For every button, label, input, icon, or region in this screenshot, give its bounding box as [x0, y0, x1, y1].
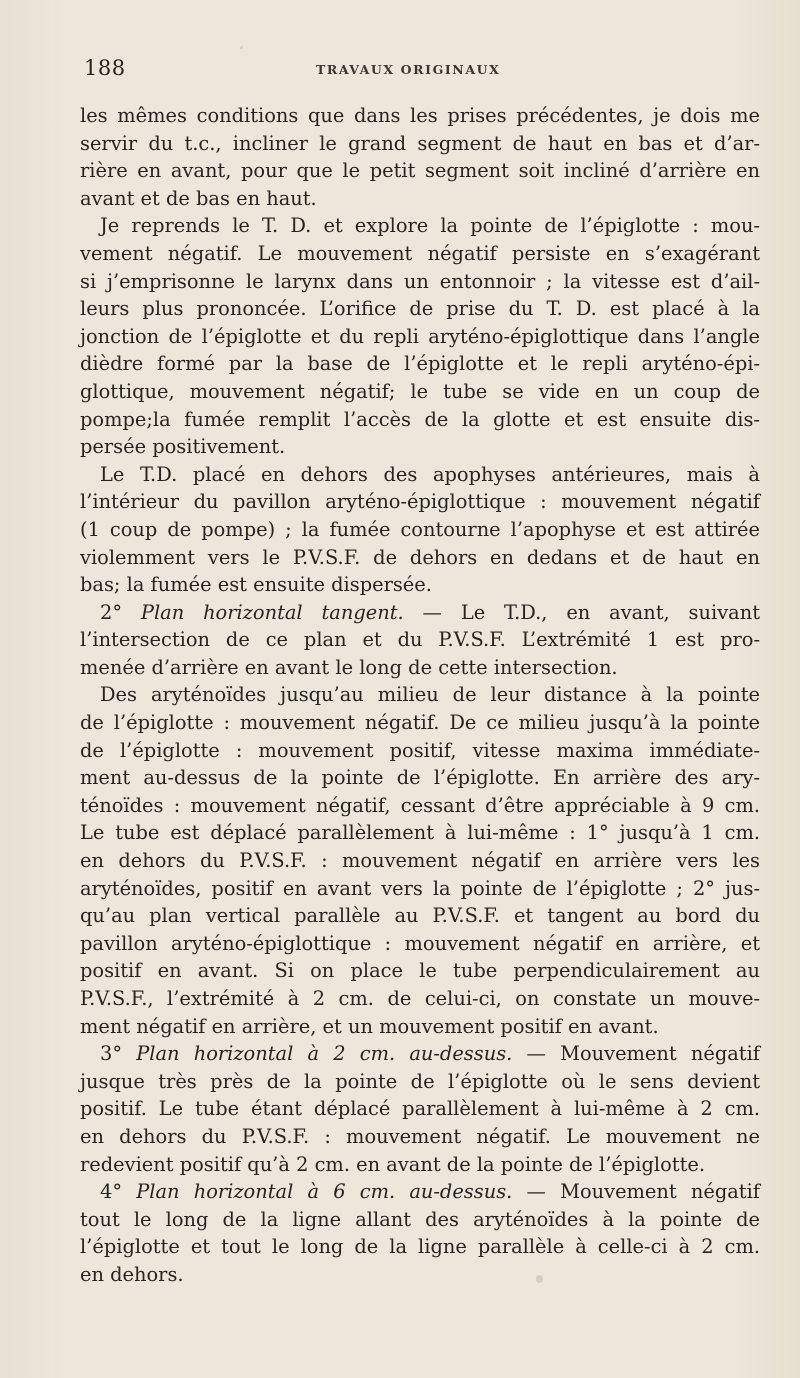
line-text: — Mouvement négatif [512, 1180, 760, 1204]
text-line: rière en avant, pour que le petit segment soit incliné d’arrière en [80, 159, 760, 183]
line-text: — Le T.D., en avant, suivant [403, 600, 760, 624]
text-line: en dehors du P.V.S.F. : mouvement négatif. Le mouvement ne [80, 1124, 760, 1148]
text-line: dièdre formé par la base de l’épiglotte et le repli aryténo-épi- [80, 352, 760, 376]
text-line: l’intersection de ce plan et du P.V.S.F. L’extrémité 1 est pro- [80, 628, 760, 652]
text-line [80, 1178, 760, 1206]
text-line [80, 1040, 760, 1068]
text-line: ment négatif en arrière, et un mouvement positif en avant. [80, 1014, 659, 1038]
text-line: jonction de l’épiglotte et du repli aryténo-épiglottique dans l’angle [80, 324, 760, 348]
text-line: vement négatif. Le mouvement négatif persiste en s’exagérant [80, 241, 760, 265]
text-line: si j’emprisonne le larynx dans un entonnoir ; la vitesse est d’ail- [80, 269, 760, 293]
text-line: pompe;la fumée remplit l’accès de la glotte et est ensuite dis- [80, 407, 760, 431]
text-line: de l’épiglotte : mouvement négatif. De ce milieu jusqu’à la pointe [80, 711, 760, 735]
section-heading: Plan horizontal tangent. [140, 600, 404, 624]
text-line: positif. Le tube étant déplacé parallèlement à lui-même à 2 cm. [80, 1097, 760, 1121]
page-header [84, 56, 744, 84]
text-line: avant et de bas en haut. [80, 186, 317, 210]
running-head: TRAVAUX ORIGINAUX [316, 62, 501, 77]
text-line: redevient positif qu’à 2 cm. en avant de la pointe de l’épiglotte. [80, 1152, 705, 1176]
text-line: Le T.D. placé en dehors des apophyses antérieures, mais à [100, 462, 760, 486]
section-number: 3° [100, 1042, 137, 1066]
text-line: glottique, mouvement négatif; le tube se vide en un coup de [80, 379, 760, 403]
text-line: Le tube est déplacé parallèlement à lui-même : 1° jusqu’à 1 cm. [80, 821, 760, 845]
text-line: Je reprends le T. D. et explore la pointe de l’épiglotte : mou- [100, 214, 760, 238]
text-line: ment au-dessus de la pointe de l’épiglotte. En arrière des ary- [80, 766, 760, 790]
text-line: l’épiglotte et tout le long de la ligne parallèle à celle-ci à 2 cm. [80, 1235, 760, 1259]
section-number: 2° [100, 600, 141, 624]
body-text [80, 102, 760, 1362]
text-line: servir du t.c., incliner le grand segment de haut en bas et d’ar- [80, 131, 760, 155]
line-text: — Mouvement négatif [512, 1042, 760, 1066]
text-line: violemment vers le P.V.S.F. de dehors en dedans et de haut en [80, 545, 760, 569]
text-line: tout le long de la ligne allant des aryténoïdes à la pointe de [80, 1207, 760, 1231]
text-line: positif en avant. Si on place le tube perpendiculairement au [80, 959, 760, 983]
text-line: de l’épiglotte : mouvement positif, vitesse maxima immédiate- [80, 738, 760, 762]
text-line: aryténoïdes, positif en avant vers la pointe de l’épiglotte ; 2° jus- [80, 876, 760, 900]
text-line: (1 coup de pompe) ; la fumée contourne l’apophyse et est attirée [80, 517, 760, 541]
text-line: en dehors du P.V.S.F. : mouvement négatif en arrière vers les [80, 849, 760, 873]
text-line: Des aryténoïdes jusqu’au milieu de leur distance à la pointe [100, 683, 760, 707]
section-heading: Plan horizontal à 2 cm. au-dessus. [136, 1042, 513, 1066]
text-line: ténoïdes : mouvement négatif, cessant d’être appréciable à 9 cm. [80, 793, 760, 817]
text-line: les mêmes conditions que dans les prises précédentes, je dois me [80, 104, 760, 127]
text-line: P.V.S.F., l’extrémité à 2 cm. de celui-ci, on constate un mouve- [80, 987, 760, 1010]
section-heading: Plan horizontal à 6 cm. au-dessus. [136, 1180, 513, 1204]
text-line: bas; la fumée est ensuite dispersée. [80, 573, 432, 597]
text-line: leurs plus prononcée. L’orifice de prise du T. D. est placé à la [80, 297, 760, 321]
text-line: pavillon aryténo-épiglottique : mouvement négatif en arrière, et [80, 931, 760, 955]
text-line: jusque très près de la pointe de l’épiglotte où le sens devient [80, 1069, 760, 1093]
text-line: persée positivement. [80, 435, 286, 459]
text-line: en dehors. [80, 1262, 184, 1286]
text-line: qu’au plan vertical parallèle au P.V.S.F. et tangent au bord du [80, 904, 760, 928]
text-line [80, 599, 760, 627]
page-number: 188 [84, 56, 126, 80]
text-line: menée d’arrière en avant le long de cette intersection. [80, 655, 618, 679]
paper-speck [240, 46, 243, 49]
text-line: l’intérieur du pavillon aryténo-épiglottique : mouvement négatif [80, 490, 760, 514]
section-number: 4° [100, 1180, 137, 1204]
